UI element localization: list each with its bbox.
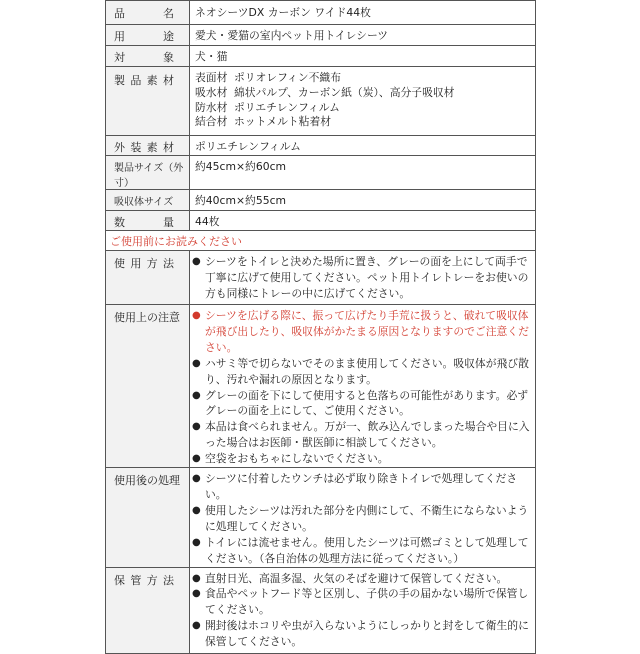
usage-label: 使 用 方 法 (114, 257, 174, 270)
disposal-item: ● トイレには流せません。使用したシーツは可燃ゴミとして処理してください。（各自治体の処理方法に従ってください。） (192, 535, 535, 567)
spec-label: 対 象 (114, 51, 174, 64)
spec-label-materials: 製 品 素 材 (114, 74, 174, 87)
spec-value-quantity: 44枚 (190, 211, 536, 231)
spec-label: 用 途 (114, 30, 174, 43)
spec-row (106, 156, 536, 190)
product-info-sheet (105, 0, 536, 654)
disposal-label: 使用後の処理 (106, 468, 190, 567)
spec-value-use: 愛犬・愛猫の室内ペット用トイレシーツ (190, 25, 536, 46)
storage-item: ● 直射日光、高温多湿、火気のそばを避けて保管してください。 (192, 571, 535, 587)
spec-label: 製品サイズ（外寸） (106, 156, 190, 190)
material-line: 表面材 ポリオレフィン不織布 (195, 71, 341, 84)
spec-table (105, 0, 536, 654)
spec-row (106, 190, 536, 211)
spec-value-name: ネオシーツDX カーボン ワイド44枚 (190, 1, 536, 25)
spec-row-materials (106, 67, 536, 136)
spec-value-package: ポリエチレンフィルム (190, 136, 536, 156)
spec-value-product-size: 約45cm×約60cm (190, 156, 536, 190)
spec-label: 数 量 (114, 216, 174, 229)
spec-label: 外 装 素 材 (114, 141, 174, 154)
spec-label: 吸収体サイズ (106, 190, 190, 211)
usage-item: ● シーツをトイレと決めた場所に置き、グレーの面を上にして両手で丁寧に広げて使用してください。ペット用トイレトレーをお使いの方も同様にトレーの中に広げてください。 (192, 254, 535, 302)
disposal-row (106, 468, 536, 567)
storage-row (106, 567, 536, 653)
spec-row (106, 25, 536, 46)
spec-label: 品 名 (114, 7, 174, 20)
spec-value-target: 犬・猫 (190, 46, 536, 67)
caution-item: ● 空袋をおもちゃにしないでください。 (192, 451, 535, 467)
caution-item: ● 本品は食べられません。万が一、飲み込んでしまった場合や目に入った場合はお医師・獣医師に相談してください。 (192, 419, 535, 451)
material-line: 吸水材 綿状パルプ、カーボン紙（炭）、高分子吸収材 (195, 85, 455, 99)
usage-row (106, 251, 536, 305)
notice-row (106, 231, 536, 251)
storage-label: 保 管 方 法 (114, 573, 174, 587)
spec-row (106, 46, 536, 67)
spec-row (106, 136, 536, 156)
storage-item: ● 開封後はホコリや虫が入らないようにしっかりと封をして衛生的に保管してください。 (192, 618, 535, 650)
caution-warning: ● シーツを広げる際に、振って広げたり手荒に扱うと、破れて吸収体が飛び出したり、吸収体がかたまる原因となりますのでご注意ください。 (192, 308, 535, 356)
notice-heading: ご使用前にお読みください (106, 231, 536, 251)
storage-item: ● 食品やペットフード等と区別し、子供の手の届かない場所で保管してください。 (192, 586, 535, 618)
caution-item: ● ハサミ等で切らないでそのまま使用してください。吸収体が飛び散り、汚れや漏れの原因となります。 (192, 356, 535, 388)
cautions-label: 使用上の注意 (106, 305, 190, 468)
spec-row (106, 1, 536, 25)
material-line: 防水材 ポリエチレンフィルム (195, 100, 340, 114)
disposal-item: ● シーツに付着したウンチは必ず取り除きトイレで処理してください。 (192, 471, 535, 503)
caution-item: ● グレーの面を下にして使用すると色落ちの可能性があります。必ずグレーの面を上にして、ご使用ください。 (192, 388, 535, 420)
cautions-row (106, 305, 536, 468)
disposal-item: ● 使用したシーツは汚れた部分を内側にして、不衛生にならないように処理してください。 (192, 503, 535, 535)
material-line: 結合材 ホットメルト粘着材 (195, 115, 332, 129)
spec-value-absorber-size: 約40cm×約55cm (190, 190, 536, 211)
spec-row (106, 211, 536, 231)
